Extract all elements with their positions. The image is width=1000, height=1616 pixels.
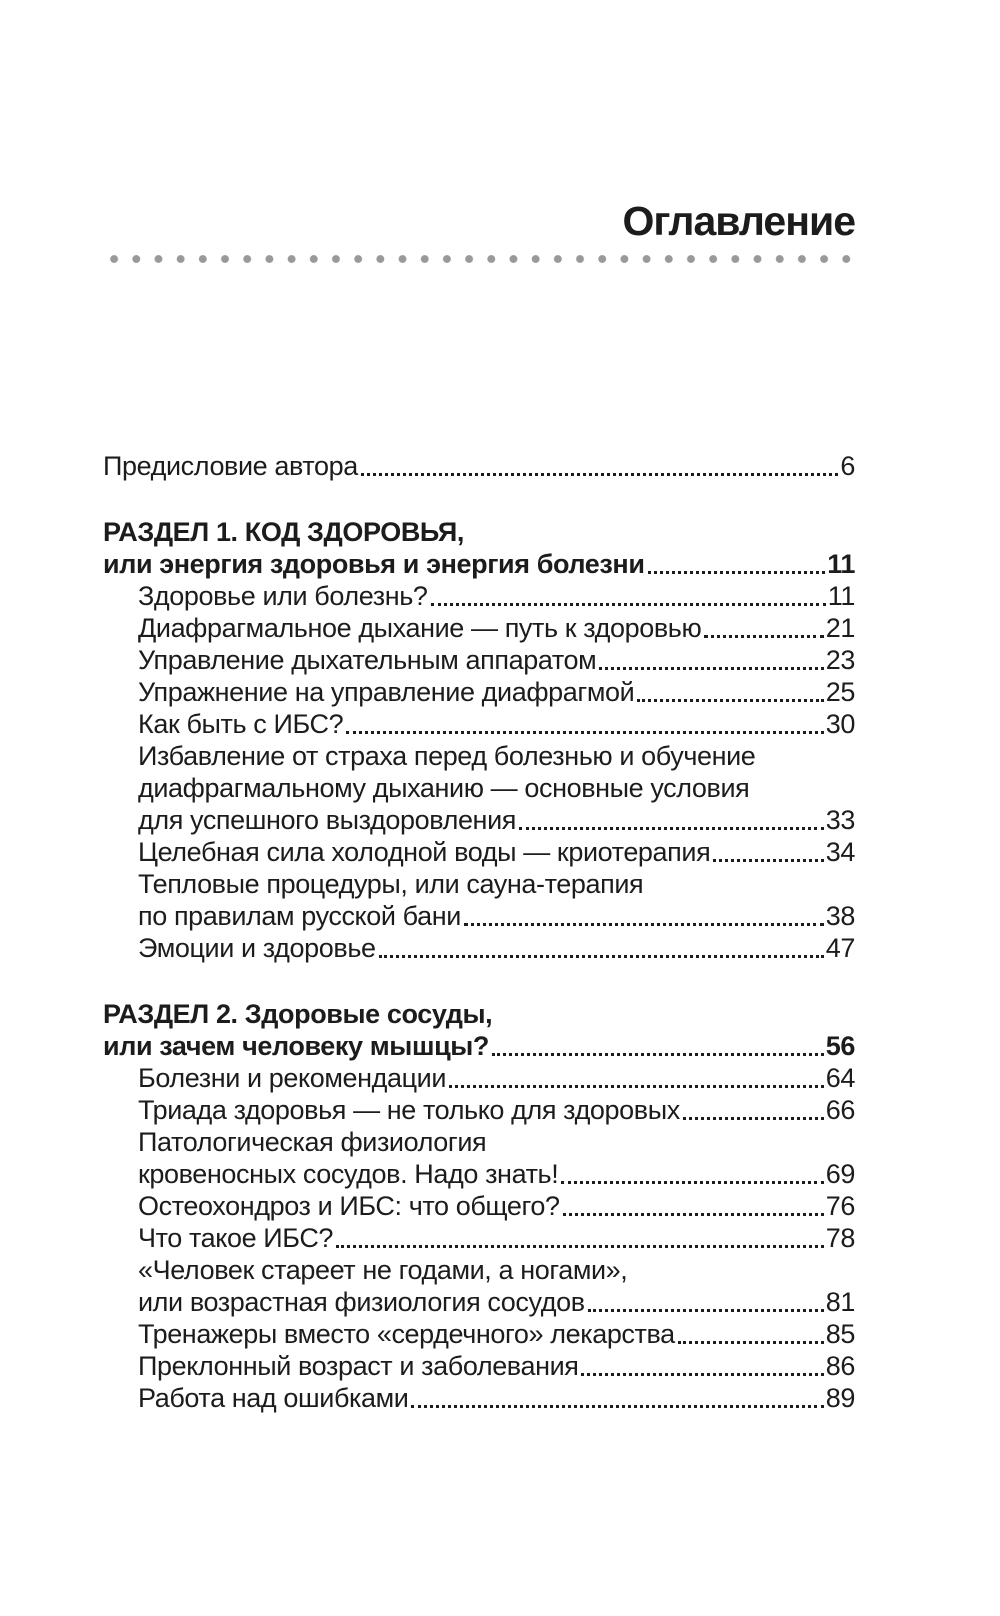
toc-entry-page: 30 bbox=[825, 709, 855, 739]
toc-entry-row bbox=[103, 708, 855, 740]
toc-entry-row bbox=[103, 772, 855, 804]
toc-entry-row bbox=[103, 1094, 855, 1126]
toc-entry-row bbox=[103, 900, 855, 932]
toc-entry-page: 23 bbox=[825, 645, 855, 675]
dot-leader bbox=[361, 473, 838, 476]
toc-entry-row bbox=[103, 1382, 855, 1414]
toc-entry-row bbox=[103, 450, 855, 482]
toc-entry-row bbox=[103, 1158, 855, 1190]
toc-entry-row bbox=[103, 740, 855, 772]
toc-entry-row bbox=[103, 676, 855, 708]
ornament-dots-row bbox=[103, 254, 855, 264]
toc-entry-page: 64 bbox=[825, 1063, 855, 1093]
toc-entry-title: Болезни и рекомендации bbox=[138, 1063, 447, 1093]
toc-entry-title: или энергия здоровья и энергия болезни bbox=[103, 549, 645, 579]
dot-leader bbox=[713, 859, 823, 862]
toc-entry-title: РАЗДЕЛ 1. КОД ЗДОРОВЬЯ, bbox=[103, 517, 465, 547]
page-content bbox=[103, 0, 855, 1414]
toc-entry-title: Что такое ИБС? bbox=[138, 1223, 334, 1253]
toc-entry-row bbox=[103, 1318, 855, 1350]
dot-leader bbox=[563, 1213, 824, 1216]
toc-entry-page: 21 bbox=[825, 613, 855, 643]
toc-entry-title: для успешного выздоровления bbox=[138, 805, 516, 835]
dot-leader bbox=[588, 1309, 824, 1312]
toc-entry-title: Триада здоровья — не только для здоровых bbox=[138, 1095, 680, 1125]
toc-entry-title: кровеносных сосудов. Надо знать! bbox=[138, 1159, 559, 1189]
toc-entry-page: 89 bbox=[825, 1383, 855, 1413]
toc-entry-row bbox=[103, 1190, 855, 1222]
toc-entry-page: 38 bbox=[825, 901, 855, 931]
toc-entry-title: Здоровье или болезнь? bbox=[138, 581, 428, 611]
toc-entry-title: Тепловые процедуры, или сауна-терапия bbox=[138, 869, 644, 899]
toc-entry-title: Работа над ошибками bbox=[138, 1383, 409, 1413]
toc-entry-page: 11 bbox=[827, 581, 855, 611]
toc-entry-row bbox=[103, 868, 855, 900]
toc-entry-page: 81 bbox=[825, 1287, 855, 1317]
toc-entry-title: или зачем человеку мышцы? bbox=[103, 1031, 490, 1061]
dot-leader bbox=[678, 1341, 824, 1344]
dot-leader bbox=[411, 1405, 823, 1408]
toc-section-row bbox=[103, 1030, 855, 1062]
dot-leader bbox=[492, 1053, 824, 1056]
toc-entry-row bbox=[103, 1062, 855, 1094]
toc-entry-page: 34 bbox=[825, 837, 855, 867]
toc-entry-page: 85 bbox=[825, 1319, 855, 1349]
dot-leader bbox=[637, 699, 823, 702]
dot-leader bbox=[519, 827, 824, 830]
page-title: Оглавление bbox=[622, 198, 855, 244]
toc-entry-title: Преклонный возраст и заболевания bbox=[138, 1351, 579, 1381]
toc-entry-page: 78 bbox=[825, 1223, 855, 1253]
toc-entry-row bbox=[103, 804, 855, 836]
dot-leader bbox=[346, 731, 824, 734]
dot-leader bbox=[464, 923, 824, 926]
toc-entry-row bbox=[103, 644, 855, 676]
toc-entry-row bbox=[103, 836, 855, 868]
toc-entry-row bbox=[103, 932, 855, 964]
toc-entry-title: «Человек стареет не годами, а ногами», bbox=[138, 1255, 628, 1285]
toc-entry-row bbox=[103, 1126, 855, 1158]
toc-entry-page: 25 bbox=[825, 677, 855, 707]
toc-section-row bbox=[103, 516, 855, 548]
toc-entry-title: Предисловие автора bbox=[103, 451, 358, 481]
toc-entry-page: 76 bbox=[825, 1191, 855, 1221]
dot-leader bbox=[336, 1245, 824, 1248]
toc-entry-page: 33 bbox=[825, 805, 855, 835]
toc-section-row bbox=[103, 548, 855, 580]
toc-entry-row bbox=[103, 1254, 855, 1286]
toc-entry-title: Эмоции и здоровье bbox=[138, 933, 376, 963]
toc-section-row bbox=[103, 998, 855, 1030]
dot-leader bbox=[648, 571, 826, 574]
toc-entry-page: 69 bbox=[825, 1159, 855, 1189]
toc-entry-title: Целебная сила холодной воды — криотерапия bbox=[138, 837, 711, 867]
toc-entry-title: или возрастная физиология сосудов bbox=[138, 1287, 585, 1317]
toc-list bbox=[103, 450, 855, 1414]
toc-entry-page: 56 bbox=[825, 1031, 855, 1061]
toc-entry-title: Тренажеры вместо «сердечного» лекарства bbox=[138, 1319, 675, 1349]
dot-leader bbox=[561, 1181, 823, 1184]
toc-entry-title: Диафрагмальное дыхание — путь к здоровью bbox=[138, 613, 702, 643]
toc-entry-row bbox=[103, 580, 855, 612]
dot-leader bbox=[704, 635, 823, 638]
toc-entry-page: 6 bbox=[840, 451, 855, 481]
toc-entry-row bbox=[103, 1222, 855, 1254]
toc-entry-page: 66 bbox=[825, 1095, 855, 1125]
toc-entry-row bbox=[103, 1286, 855, 1318]
toc-entry-page: 47 bbox=[825, 933, 855, 963]
toc-entry-title: Остеохондроз и ИБС: что общего? bbox=[138, 1191, 560, 1221]
toc-entry-title: диафрагмальному дыханию — основные условия bbox=[138, 773, 750, 803]
dot-leader bbox=[379, 955, 824, 958]
dot-leader bbox=[683, 1117, 824, 1120]
dot-leader bbox=[431, 603, 826, 606]
toc-entry-title: Как быть с ИБС? bbox=[138, 709, 344, 739]
toc-entry-title: Избавление от страха перед болезнью и обучение bbox=[138, 741, 756, 771]
toc-entry-row bbox=[103, 1350, 855, 1382]
toc-entry-title: Управление дыхательным аппаратом bbox=[138, 645, 597, 675]
toc-entry-page: 86 bbox=[825, 1351, 855, 1381]
toc-entry-page: 11 bbox=[827, 549, 855, 579]
toc-entry-title: РАЗДЕЛ 2. Здоровые сосуды, bbox=[103, 999, 493, 1029]
toc-entry-title: по правилам русской бани bbox=[138, 901, 461, 931]
dot-leader bbox=[449, 1085, 824, 1088]
dot-leader bbox=[581, 1373, 823, 1376]
toc-entry-title: Упражнение на управление диафрагмой bbox=[138, 677, 635, 707]
toc-entry-title: Патологическая физиология bbox=[138, 1127, 487, 1157]
toc-entry-row bbox=[103, 612, 855, 644]
dot-leader bbox=[599, 667, 823, 670]
